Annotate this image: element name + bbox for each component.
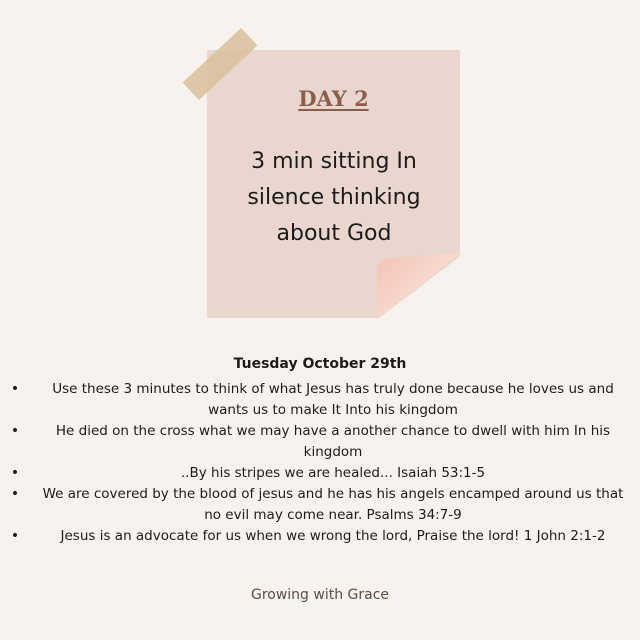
footer-brand: Growing with Grace xyxy=(250,587,390,603)
list-item xyxy=(10,379,630,421)
bullet-text: ..By his stripes we are healed... Isaiah 53:1-5 xyxy=(180,465,486,481)
bullet-list xyxy=(10,379,630,547)
bullet-text: He died on the cross what we may have a another chance to dwell with him In his kingdom xyxy=(55,423,611,460)
day-heading: DAY 2 xyxy=(298,86,369,111)
bullet-dot-icon: • xyxy=(10,465,20,481)
list-item xyxy=(10,421,630,463)
bullet-text: Use these 3 minutes to think of what Jesus has truly done because he loves us and wants us to make It Into his kingdom xyxy=(52,381,614,418)
bullet-dot-icon: • xyxy=(10,381,20,397)
list-item xyxy=(10,484,630,526)
bullet-dot-icon: • xyxy=(10,423,20,439)
date-heading: Tuesday October 29th xyxy=(233,356,407,372)
list-item xyxy=(10,463,630,484)
bullet-text: We are covered by the blood of jesus and he has his angels encamped around us that no evil may come near. Psalms 34:7-9 xyxy=(42,486,624,523)
bullet-dot-icon: • xyxy=(10,528,20,544)
bullet-dot-icon: • xyxy=(10,486,20,502)
note-text: 3 min sitting In silence thinking about God xyxy=(247,149,421,246)
list-item xyxy=(10,526,630,547)
bullet-text: Jesus is an advocate for us when we wrong the lord, Praise the lord! 1 John 2:1-2 xyxy=(60,528,606,544)
